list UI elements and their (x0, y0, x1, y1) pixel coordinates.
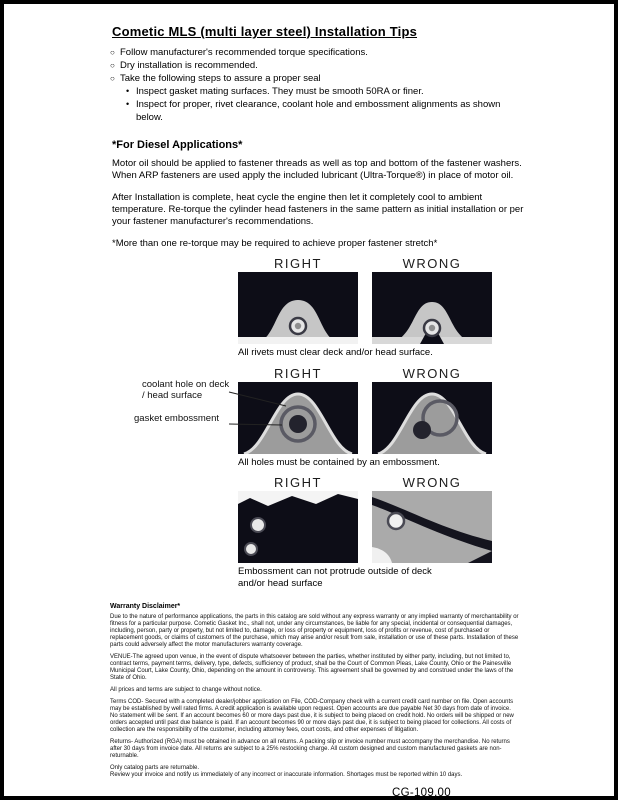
coolant-right-figure (238, 382, 358, 454)
installation-tips-list (110, 46, 528, 124)
rivet-right-figure (238, 272, 358, 344)
figure-labels (238, 475, 492, 490)
dot-bullet-icon: • (126, 86, 130, 96)
circle-bullet-icon: ○ (110, 48, 115, 57)
warranty-disclaimer (110, 603, 520, 779)
figure-labels (238, 366, 492, 381)
page-content (4, 4, 614, 799)
tip-text: Inspect gasket mating surfaces. They must be smooth 50RA or finer. (136, 86, 424, 97)
annotation-gasket-embossment: gasket embossment (134, 412, 220, 424)
diesel-paragraph: After Installation is complete, heat cycle the engine then let it completely cool to ambient temperature. Re-torque the cylinder head fasteners in the same pattern as initial installation or per your fastener manufacturer's recommendations. (112, 192, 524, 227)
returnable-paragraph: Only catalog parts are returnable. (110, 765, 200, 771)
tip-sub-item (110, 85, 528, 98)
right-label: RIGHT (274, 365, 322, 381)
right-label: RIGHT (274, 475, 322, 490)
prices-paragraph: All prices and terms are subject to change without notice. (110, 687, 262, 693)
rivet-wrong-figure (372, 272, 492, 344)
figure-caption: Embossment can not protrude outside of deck and/or head surface (238, 566, 432, 589)
tip-text: Dry installation is recommended. (120, 60, 258, 71)
figure-row-embossment (238, 475, 492, 589)
annotation-coolant-hole: coolant hole on deck / head surface (142, 378, 230, 401)
embossment-right-figure (238, 491, 358, 563)
figure-caption: All rivets must clear deck and/or head surface. (238, 347, 433, 358)
embossment-wrong-figure (372, 491, 492, 563)
dot-bullet-icon: • (126, 99, 130, 109)
wrong-label: WRONG (402, 365, 462, 381)
circle-bullet-icon: ○ (110, 61, 115, 70)
diesel-paragraph: Motor oil should be applied to fastener threads as well as top and bottom of the fastener washers. When ARP fasteners are used apply the included lubricant (Ultra-Torque®) in place of motor oil. (112, 158, 522, 181)
warranty-heading: Warranty Disclaimer* (110, 603, 181, 610)
diesel-applications-heading: *For Diesel Applications* (112, 139, 243, 151)
tip-text: Follow manufacturer's recommended torque specifications. (120, 47, 368, 58)
tip-text: Take the following steps to assure a proper seal (120, 73, 321, 84)
retorque-note: *More than one re-torque may be required to achieve proper fastener stretch* (112, 238, 438, 249)
figure-labels (238, 256, 492, 271)
invoice-paragraph: Review your invoice and notify us immediately of any incorrect or inaccurate information. Shortages must be reported within 10 days. (110, 772, 463, 778)
right-label: RIGHT (274, 256, 322, 271)
page-title: Cometic MLS (multi layer steel) Installation Tips (112, 24, 418, 39)
page-number: CG-109.00 (392, 787, 451, 799)
wrong-label: WRONG (402, 256, 462, 271)
figure-images (238, 491, 492, 563)
tip-item (110, 72, 528, 85)
returns-paragraph: Returns- Authorized (RGA) must be obtained in advance on all returns. A packing slip or invoice number must accompany the merchandise. No returns after 30 days from invoice date. All returns are subject to a 25% restocking charge. All custom designed and custom manufactured gaskets are non-returnable. (110, 739, 510, 759)
terms-paragraph: Terms COD- Secured with a completed dealer/jobber application on File, COD-Company check with a current credit card number on file. Open accounts may be established by well rated firms. A credit application is available upon request. Open accounts are due payable Net 30 days from date of invoice. No statement will be sent. If an account becomes 60 or more days past due, it is subject to being placed on credit hold. No orders will be shipped or new orders accepted until past due balance is paid. If an account becomes 90 or more days past due, it is subject to being placed for collections. All costs of collection are the responsibility of the customer, including attorney fees, court costs, and other expenses of litigation. (110, 699, 514, 733)
figure-images (238, 272, 492, 344)
figure-images (134, 378, 492, 454)
wrong-label: WRONG (402, 475, 462, 490)
figure-row-rivets (238, 256, 492, 359)
venue-paragraph: VENUE-The agreed upon venue, in the event of dispute whatsoever between the parties, whether instituted by either party, including, but not limited to, contract terms, payment terms, delivery, type, defects, sufficiency of product, shall be the Court of Common Pleas, Lake County, Ohio or the Painesville Municipal Court, Lake County, Ohio, depending on the amount in controversy. This agreement shall be governed by and construed under the laws of the State of Ohio. (110, 654, 514, 681)
tip-text: Inspect for proper, rivet clearance, coolant hole and embossment alignments as shown below. (136, 99, 501, 123)
tip-item (110, 59, 528, 72)
tip-item (110, 46, 528, 59)
figure-row-holes (134, 365, 492, 469)
tip-sub-item (110, 98, 528, 124)
warranty-paragraph: Due to the nature of performance applications, the parts in this catalog are sold without any express warranty or any implied warranty of merchantability or fitness for a particular purpose. Cometic Gasket Inc., shall not, under any circumstances, be liable for any special, incidental or consequential damages, including, person, party or property, but not limited to, damage, or loss of property or equipment, loss of profits or revenue, cost of purchased or replacement goods, or claims of customers of the purchase, which may arise and/or result from sale, installation or use of these parts. Installation of these parts could adversely affect the motor manufacturers warranty coverage. (110, 614, 519, 648)
figures-section (134, 256, 492, 589)
circle-bullet-icon: ○ (110, 74, 115, 83)
figure-caption: All holes must be contained by an embossment. (238, 456, 440, 468)
coolant-wrong-figure (372, 382, 492, 454)
